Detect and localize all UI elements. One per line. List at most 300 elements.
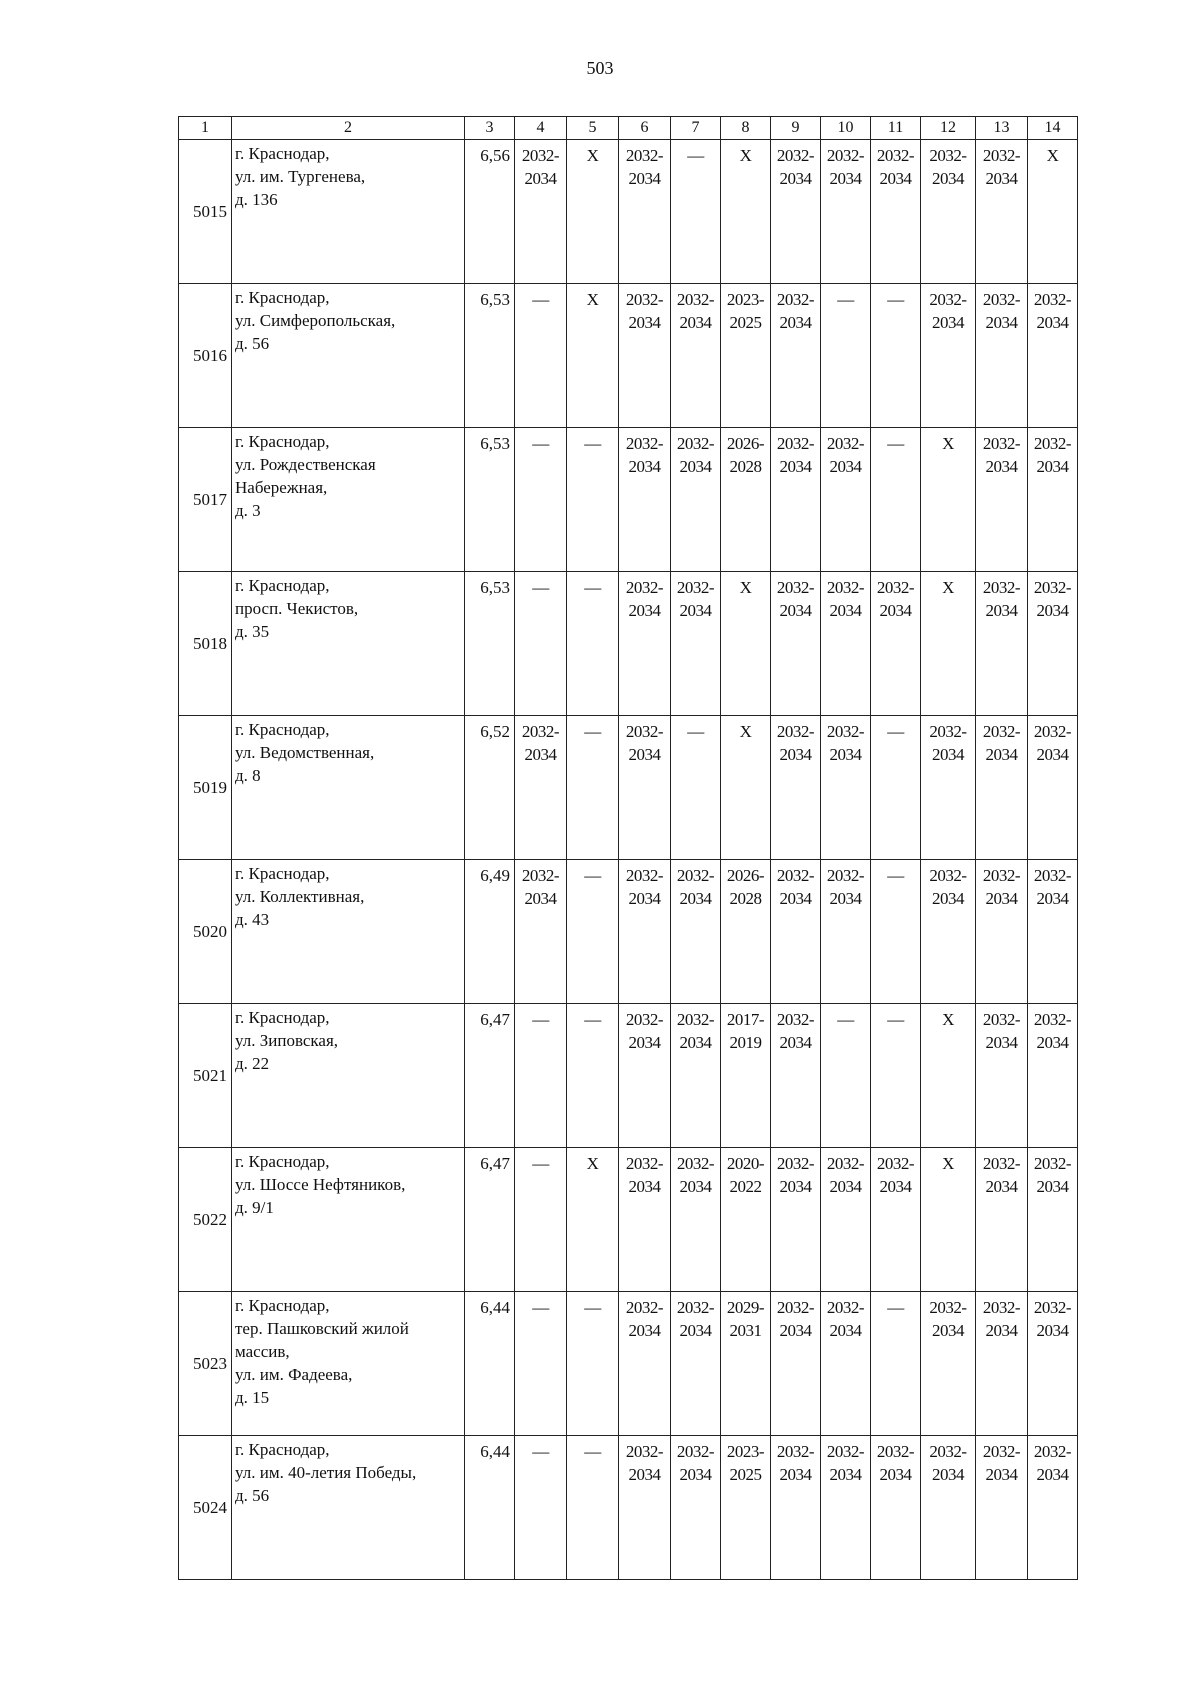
period-text: 2032- (929, 1442, 967, 1461)
address-line: г. Краснодар, (235, 288, 330, 307)
period-text: 2032- (982, 1010, 1021, 1029)
period-text: 2032- (776, 290, 815, 309)
period-cell (515, 428, 567, 572)
column-header: 9 (771, 117, 821, 140)
period-text: 2032- (929, 146, 967, 165)
period-text: — (584, 1442, 601, 1461)
register-table (178, 116, 1078, 1580)
period-text: 2032- (876, 578, 915, 597)
period-text: 2034 (779, 313, 812, 332)
address-line: д. 56 (235, 334, 270, 353)
period-text: X (1046, 146, 1059, 165)
period-cell (515, 1148, 567, 1292)
period-cell (871, 140, 921, 284)
period-text: 2034 (779, 745, 812, 764)
period-cell (976, 1436, 1028, 1580)
period-text: 2034 (985, 457, 1018, 476)
period-cell (871, 1148, 921, 1292)
period-cell (976, 140, 1028, 284)
period-text: X (739, 722, 752, 741)
period-text: — (837, 1010, 854, 1029)
period-text: 2034 (628, 169, 661, 188)
period-text: 2032- (1033, 1154, 1072, 1173)
period-text: 2032- (929, 290, 967, 309)
period-text: 2034 (1036, 457, 1069, 476)
value-cell: 6,47 (465, 1004, 515, 1148)
period-text: X (586, 1154, 599, 1173)
period-text: 2034 (985, 601, 1018, 620)
period-text: 2034 (932, 313, 964, 332)
period-text: 2032- (625, 1298, 664, 1317)
period-cell (771, 1292, 821, 1436)
period-text: 2032- (625, 722, 664, 741)
column-header: 4 (515, 117, 567, 140)
period-text: 2034 (985, 1033, 1018, 1052)
period-cell (921, 860, 976, 1004)
period-text: 2025 (729, 313, 762, 332)
period-text: 2032- (1033, 722, 1072, 741)
period-text: 2034 (628, 889, 661, 908)
period-cell (871, 860, 921, 1004)
address-line: д. 136 (235, 190, 278, 209)
period-cell (515, 860, 567, 1004)
period-text: X (739, 146, 752, 165)
column-header: 7 (671, 117, 721, 140)
period-cell (921, 1004, 976, 1148)
period-text: 2032- (1033, 1010, 1072, 1029)
period-text: 2032- (521, 146, 560, 165)
period-cell (567, 860, 619, 1004)
period-cell (721, 860, 771, 1004)
header-row (179, 117, 1078, 140)
address-cell (232, 716, 465, 860)
period-text: 2032- (826, 578, 865, 597)
period-text: 2020- (726, 1154, 765, 1173)
period-text: 2034 (628, 313, 661, 332)
period-cell (671, 716, 721, 860)
row-number: 5024 (179, 1436, 232, 1580)
period-text: 2034 (524, 169, 557, 188)
period-text: 2032- (1033, 434, 1072, 453)
period-cell (721, 140, 771, 284)
address-line: Набережная, (235, 478, 328, 497)
period-cell (515, 716, 567, 860)
period-text: 2034 (829, 1321, 862, 1340)
address-line: д. 15 (235, 1388, 270, 1407)
period-text: 2034 (1036, 1177, 1069, 1196)
address-line: ул. Зиповская, (235, 1031, 339, 1050)
period-cell (921, 572, 976, 716)
period-cell (771, 572, 821, 716)
period-cell (671, 860, 721, 1004)
period-text: 2032- (1033, 578, 1072, 597)
period-text: 2034 (829, 601, 862, 620)
period-cell (976, 1004, 1028, 1148)
period-text: 2032- (982, 866, 1021, 885)
address-line: д. 8 (235, 766, 261, 785)
period-text: — (532, 434, 549, 453)
address-line: г. Краснодар, (235, 1440, 330, 1459)
period-text: 2034 (628, 1177, 661, 1196)
row-number: 5017 (179, 428, 232, 572)
period-cell (567, 1292, 619, 1436)
period-cell (1028, 140, 1078, 284)
period-text: 2032- (982, 1298, 1021, 1317)
period-cell (515, 140, 567, 284)
period-text: 2022 (729, 1177, 762, 1196)
period-text: 2034 (1036, 1033, 1069, 1052)
period-text: 2034 (679, 1177, 712, 1196)
period-cell (771, 1004, 821, 1148)
value-cell: 6,47 (465, 1148, 515, 1292)
period-text: 2032- (625, 1010, 664, 1029)
period-text: — (887, 1010, 904, 1029)
period-cell (871, 1292, 921, 1436)
column-header: 6 (619, 117, 671, 140)
period-text: 2034 (679, 1321, 712, 1340)
period-cell (515, 1004, 567, 1148)
address-line: г. Краснодар, (235, 144, 330, 163)
period-text: 2034 (932, 745, 964, 764)
column-header: 14 (1028, 117, 1078, 140)
row-number: 5015 (179, 140, 232, 284)
period-text: 2028 (729, 457, 762, 476)
period-text: 2034 (679, 601, 712, 620)
table-row (179, 284, 1078, 428)
address-line: ул. им. 40-летия Победы, (235, 1463, 417, 1482)
period-cell (921, 140, 976, 284)
period-text: 2034 (779, 169, 812, 188)
period-cell (567, 428, 619, 572)
period-text: 2034 (628, 1321, 661, 1340)
table-row (179, 1292, 1078, 1436)
period-text: 2034 (679, 313, 712, 332)
value-cell: 6,44 (465, 1436, 515, 1580)
period-text: 2032- (982, 722, 1021, 741)
period-text: — (532, 1442, 549, 1461)
period-text: — (584, 722, 601, 741)
period-text: 2034 (985, 1177, 1018, 1196)
period-text: — (887, 290, 904, 309)
period-text: 2032- (776, 1298, 815, 1317)
address-cell (232, 1148, 465, 1292)
value-cell: 6,53 (465, 428, 515, 572)
period-cell (921, 1292, 976, 1436)
period-cell (976, 1292, 1028, 1436)
period-text: 2034 (679, 1465, 712, 1484)
period-cell (871, 716, 921, 860)
period-text: 2034 (628, 601, 661, 620)
period-cell (871, 284, 921, 428)
period-text: 2034 (628, 457, 661, 476)
value-cell: 6,44 (465, 1292, 515, 1436)
period-cell (871, 1436, 921, 1580)
period-cell (771, 1148, 821, 1292)
address-cell (232, 572, 465, 716)
address-line: ул. Симферопольская, (235, 311, 396, 330)
period-text: 2032- (929, 866, 967, 885)
period-text: 2034 (829, 745, 862, 764)
period-text: 2034 (829, 1465, 862, 1484)
period-text: 2032- (676, 1154, 715, 1173)
period-text: X (942, 1010, 954, 1029)
period-cell (821, 860, 871, 1004)
period-text: 2032- (1033, 866, 1072, 885)
period-cell (821, 1148, 871, 1292)
address-line: г. Краснодар, (235, 864, 330, 883)
period-text: 2034 (524, 889, 557, 908)
period-cell (1028, 1004, 1078, 1148)
period-cell (619, 1148, 671, 1292)
period-text: 2032- (982, 578, 1021, 597)
period-text: — (532, 290, 549, 309)
period-text: 2034 (985, 745, 1018, 764)
period-cell (721, 716, 771, 860)
period-text: 2034 (779, 601, 812, 620)
period-text: 2034 (679, 457, 712, 476)
period-cell (671, 140, 721, 284)
column-header: 3 (465, 117, 515, 140)
period-text: — (887, 1298, 904, 1317)
period-text: 2032- (676, 1298, 715, 1317)
table-row (179, 572, 1078, 716)
address-line: д. 3 (235, 501, 261, 520)
period-text: 2032- (826, 866, 865, 885)
address-line: г. Краснодар, (235, 1008, 330, 1027)
period-text: 2032- (1033, 1442, 1072, 1461)
period-text: 2032- (625, 146, 664, 165)
period-text: 2034 (932, 1321, 964, 1340)
period-cell (821, 284, 871, 428)
period-cell (619, 572, 671, 716)
row-number: 5023 (179, 1292, 232, 1436)
table-row (179, 860, 1078, 1004)
period-text: 2026- (726, 434, 765, 453)
row-number: 5019 (179, 716, 232, 860)
period-text: 2032- (625, 434, 664, 453)
period-text: — (532, 1298, 549, 1317)
column-header: 2 (232, 117, 465, 140)
period-text: 2032- (776, 866, 815, 885)
address-line: массив, (235, 1342, 290, 1361)
period-text: 2032- (1033, 290, 1072, 309)
period-text: 2032- (876, 1442, 915, 1461)
period-text: X (586, 290, 599, 309)
period-cell (921, 1148, 976, 1292)
period-text: — (584, 1010, 601, 1029)
period-cell (821, 428, 871, 572)
value-cell: 6,56 (465, 140, 515, 284)
address-cell (232, 1004, 465, 1148)
period-cell (771, 428, 821, 572)
period-text: 2032- (876, 1154, 915, 1173)
period-text: 2029- (726, 1298, 765, 1317)
period-cell (619, 716, 671, 860)
period-text: 2032- (929, 722, 967, 741)
period-text: 2028 (729, 889, 762, 908)
period-text: 2034 (1036, 889, 1069, 908)
period-cell (871, 1004, 921, 1148)
period-text: 2034 (932, 169, 964, 188)
period-text: 2034 (779, 889, 812, 908)
period-text: 2034 (985, 1465, 1018, 1484)
period-cell (1028, 1436, 1078, 1580)
period-cell (619, 428, 671, 572)
period-text: 2034 (829, 1177, 862, 1196)
period-cell (567, 1148, 619, 1292)
period-text: 2034 (1036, 745, 1069, 764)
period-text: 2034 (779, 1177, 812, 1196)
period-cell (771, 284, 821, 428)
value-cell: 6,52 (465, 716, 515, 860)
period-text: 2034 (679, 889, 712, 908)
period-text: 2032- (521, 866, 560, 885)
table-row (179, 428, 1078, 572)
period-cell (821, 1436, 871, 1580)
period-text: X (739, 578, 752, 597)
period-text: 2034 (879, 601, 912, 620)
period-text: X (586, 146, 599, 165)
address-line: г. Краснодар, (235, 432, 330, 451)
address-line: д. 9/1 (235, 1198, 274, 1217)
period-text: 2032- (676, 1010, 715, 1029)
period-cell (1028, 1292, 1078, 1436)
period-text: 2034 (1036, 1321, 1069, 1340)
period-text: 2032- (982, 434, 1021, 453)
period-text: 2032- (776, 1442, 815, 1461)
period-text: 2025 (729, 1465, 762, 1484)
period-text: 2032- (776, 1010, 815, 1029)
period-text: 2026- (726, 866, 765, 885)
period-text: 2032- (982, 290, 1021, 309)
address-line: ул. Рождественская (235, 455, 376, 474)
period-text: X (942, 1154, 954, 1173)
period-text: 2032- (929, 1298, 967, 1317)
period-cell (515, 284, 567, 428)
period-text: 2034 (779, 1465, 812, 1484)
address-line: ул. им. Тургенева, (235, 167, 366, 186)
table-body (179, 140, 1078, 1580)
period-cell (671, 572, 721, 716)
period-text: 2034 (829, 457, 862, 476)
period-cell (721, 1292, 771, 1436)
address-line: г. Краснодар, (235, 1152, 330, 1171)
period-cell (671, 1148, 721, 1292)
row-number: 5018 (179, 572, 232, 716)
period-text: 2034 (932, 889, 964, 908)
period-cell (721, 572, 771, 716)
address-line: г. Краснодар, (235, 576, 330, 595)
period-cell (821, 140, 871, 284)
period-text: 2023- (726, 290, 765, 309)
period-cell (567, 140, 619, 284)
period-cell (721, 1436, 771, 1580)
period-text: 2034 (628, 745, 661, 764)
period-cell (721, 1004, 771, 1148)
period-cell (671, 1292, 721, 1436)
period-cell (976, 716, 1028, 860)
period-text: — (887, 722, 904, 741)
period-cell (567, 716, 619, 860)
address-line: д. 35 (235, 622, 270, 641)
address-cell (232, 860, 465, 1004)
period-text: 2034 (985, 169, 1018, 188)
period-text: 2017- (726, 1010, 765, 1029)
period-cell (1028, 1148, 1078, 1292)
period-cell (871, 572, 921, 716)
address-line: д. 22 (235, 1054, 270, 1073)
period-text: — (532, 1010, 549, 1029)
period-text: — (687, 722, 704, 741)
period-cell (771, 1436, 821, 1580)
address-line: г. Краснодар, (235, 720, 330, 739)
address-cell (232, 140, 465, 284)
period-cell (1028, 428, 1078, 572)
table-row (179, 1004, 1078, 1148)
period-cell (871, 428, 921, 572)
period-text: 2034 (1036, 601, 1069, 620)
address-line: ул. им. Фадеева, (235, 1365, 353, 1384)
period-text: 2034 (779, 1033, 812, 1052)
period-cell (921, 428, 976, 572)
period-cell (671, 428, 721, 572)
period-text: 2034 (779, 457, 812, 476)
address-line: просп. Чекистов, (235, 599, 359, 618)
value-cell: 6,53 (465, 572, 515, 716)
period-text: 2034 (1036, 313, 1069, 332)
period-cell (1028, 860, 1078, 1004)
period-cell (821, 1292, 871, 1436)
period-text: — (687, 146, 704, 165)
period-text: 2034 (985, 313, 1018, 332)
period-text: 2032- (676, 434, 715, 453)
table-row (179, 140, 1078, 284)
period-text: 2032- (676, 578, 715, 597)
period-text: 2034 (1036, 1465, 1069, 1484)
period-text: 2034 (829, 169, 862, 188)
period-cell (976, 284, 1028, 428)
address-line: г. Краснодар, (235, 1296, 330, 1315)
address-cell (232, 428, 465, 572)
period-text: 2032- (826, 722, 865, 741)
period-text: 2032- (625, 1442, 664, 1461)
period-cell (771, 716, 821, 860)
period-cell (619, 284, 671, 428)
period-text: 2032- (826, 434, 865, 453)
period-cell (515, 1292, 567, 1436)
period-text: 2034 (628, 1465, 661, 1484)
row-number: 5021 (179, 1004, 232, 1148)
row-number: 5020 (179, 860, 232, 1004)
column-header: 11 (871, 117, 921, 140)
column-header: 13 (976, 117, 1028, 140)
period-text: 2032- (776, 434, 815, 453)
period-text: 2032- (982, 1154, 1021, 1173)
period-cell (721, 428, 771, 572)
period-text: 2032- (776, 146, 815, 165)
period-cell (671, 1436, 721, 1580)
column-header: 10 (821, 117, 871, 140)
period-cell (619, 1004, 671, 1148)
value-cell: 6,49 (465, 860, 515, 1004)
page-number: 503 (586, 58, 614, 78)
period-text: 2032- (826, 1298, 865, 1317)
period-text: 2034 (879, 169, 912, 188)
period-text: 2034 (879, 1465, 912, 1484)
address-cell (232, 284, 465, 428)
period-cell (1028, 572, 1078, 716)
period-cell (821, 716, 871, 860)
